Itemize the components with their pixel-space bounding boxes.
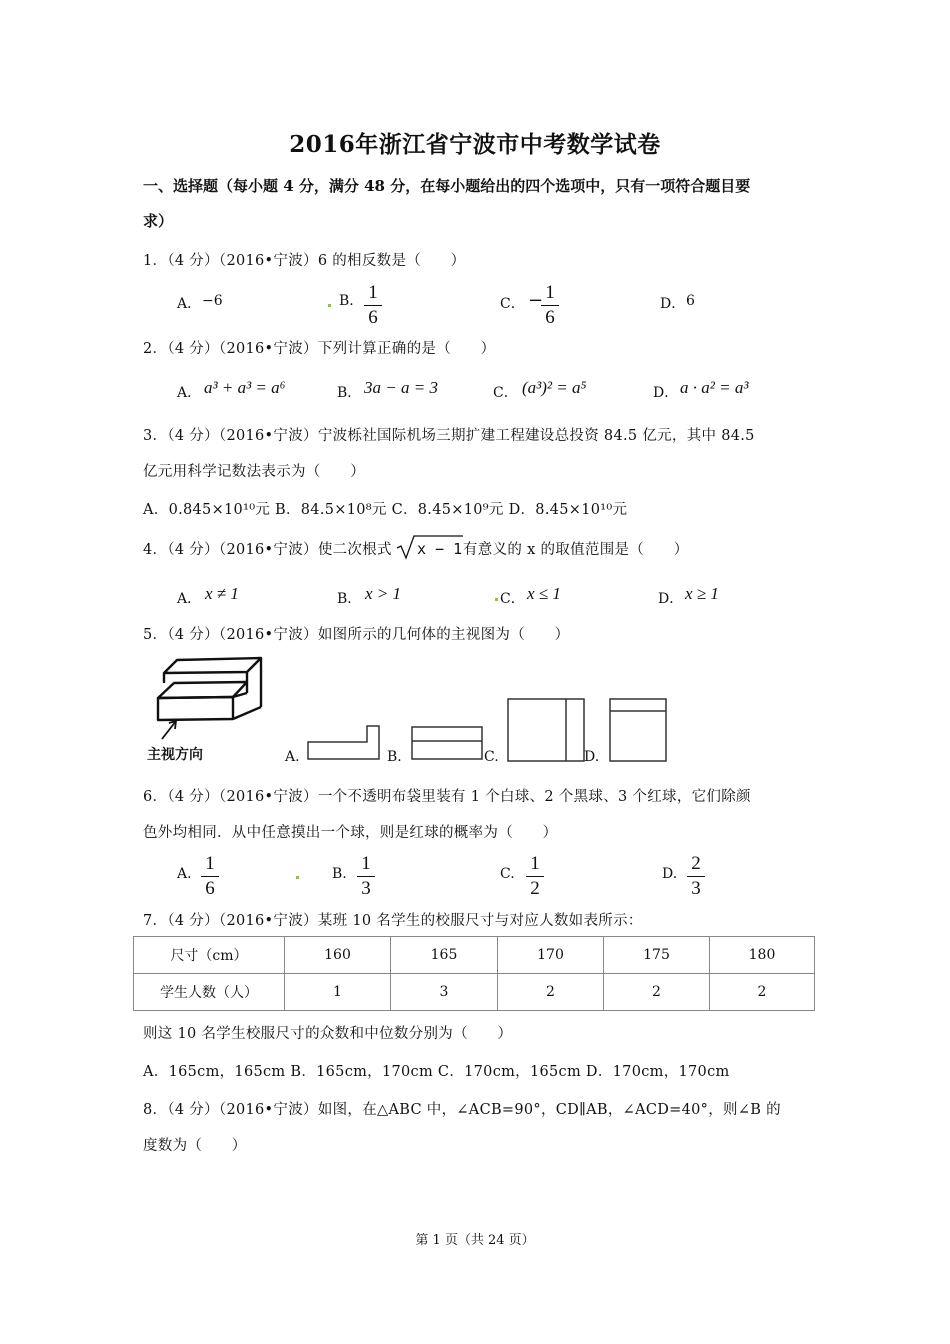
table-cell: 1 (285, 974, 391, 1011)
q7-question: 则这 10 名学生校服尺寸的众数和中位数分别为（ ） (143, 1026, 513, 1042)
table-cell: 160 (285, 937, 391, 974)
marker-dot (495, 598, 498, 601)
q6-option-b-fraction (357, 853, 375, 900)
q7-size-table (133, 936, 815, 1011)
q1-b-numerator: 1 (368, 282, 378, 303)
q4-stem-pre: 4．（4 分）（2016•宁波）使二次根式 (143, 542, 392, 558)
q5-option-d-label: D. (584, 749, 600, 765)
table-row (134, 937, 815, 974)
q6-option-a-fraction (201, 853, 219, 900)
page-footer: 第 1 页（共 24 页） (415, 1233, 535, 1248)
q1-c-sign: − (528, 290, 544, 311)
q5-solid-figure (150, 655, 280, 745)
q3-options: A．0.845×10¹⁰元 B．84.5×10⁸元 C．8.45×10⁹元 D．8.45×10¹⁰元 (143, 502, 628, 518)
q6-option-c-label: C. (500, 866, 515, 882)
q6-option-d-label: D. (662, 866, 678, 882)
q4-option-d: x ≥ 1 (685, 584, 719, 603)
q8-stem-line2: 度数为（ ） (143, 1138, 247, 1154)
marker-dot (328, 304, 331, 307)
q1-option-c-label: C． (500, 296, 525, 312)
q2-option-c: (a³)² = a⁵ (522, 378, 587, 397)
q6-option-b-label: B. (332, 866, 347, 882)
q1-c-numerator: 1 (545, 282, 555, 303)
q2-option-b: 3a − a = 3 (364, 378, 438, 397)
table-cell: 学生人数（人） (134, 974, 285, 1011)
q4-option-b: x > 1 (365, 584, 402, 603)
q4-option-c-label: C． (500, 591, 525, 607)
table-cell: 170 (498, 937, 604, 974)
q1-stem: 1．（4 分）（2016•宁波）6 的相反数是（ ） (143, 253, 466, 269)
q6-b-denominator: 3 (361, 878, 371, 899)
q5-stem: 5．（4 分）（2016•宁波）如图所示的几何体的主视图为（ ） (143, 627, 570, 643)
q1-option-b-label: B. (339, 293, 354, 309)
section-heading-cont: 求） (143, 212, 174, 230)
q5-option-d-figure (608, 697, 678, 767)
q5-option-a-figure (305, 724, 385, 764)
q3-stem-line1: 3．（4 分）（2016•宁波）宁波栎社国际机场三期扩建工程建设总投资 84.5 亿元，其中 84.5 (143, 428, 755, 444)
q1-option-c-fraction (541, 282, 559, 329)
q2-stem: 2．（4 分）（2016•宁波）下列计算正确的是（ ） (143, 341, 496, 357)
q5-view-direction-caption: 主视方向 (147, 747, 203, 763)
q4-option-c: x ≤ 1 (527, 584, 561, 603)
q2-option-d-label: D． (653, 385, 679, 401)
q6-option-a-label: A. (177, 866, 192, 882)
q1-c-denominator: 6 (545, 307, 555, 328)
q4-option-d-label: D． (658, 591, 684, 607)
q2-option-a: a³ + a³ = a⁶ (204, 378, 286, 397)
table-cell: 2 (710, 974, 815, 1011)
q2-option-d: a · a² = a³ (680, 378, 749, 397)
q8-stem-line1: 8．（4 分）（2016•宁波）如图，在△ABC 中，∠ACB=90°，CD∥AB，∠ACD=40°，则∠B 的 (143, 1102, 781, 1118)
table-cell: 尺寸（cm） (134, 937, 285, 974)
q5-option-a-label: A. (285, 749, 300, 765)
q4-option-b-label: B． (337, 591, 362, 607)
q5-option-b-figure (410, 725, 490, 765)
table-row (134, 974, 815, 1011)
q1-option-b-fraction (364, 282, 382, 329)
q1-option-d: 6 (686, 293, 695, 309)
q6-option-c-fraction (526, 853, 544, 900)
table-cell: 165 (391, 937, 498, 974)
section-heading: 一、选择题（每小题 4 分，满分 48 分，在每小题给出的四个选项中，只有一项符合题目要 (143, 177, 751, 195)
q1-option-d-label: D． (660, 296, 686, 312)
q7-options: A．165cm，165cm B．165cm，170cm C．170cm，165cm D．170cm，170cm (143, 1064, 730, 1080)
table-cell: 180 (710, 937, 815, 974)
q3-stem-line2: 亿元用科学记数法表示为（ ） (143, 464, 365, 480)
q1-option-a-label: A． (177, 296, 202, 312)
q6-stem-line1: 6．（4 分）（2016•宁波）一个不透明布袋里装有 1 个白球、2 个黑球、3 个红球，它们除颜 (143, 789, 751, 805)
q2-option-a-label: A． (177, 385, 202, 401)
q5-option-c-label: C. (484, 749, 499, 765)
q6-d-numerator: 2 (691, 853, 701, 874)
table-cell: 2 (498, 974, 604, 1011)
q6-c-denominator: 2 (530, 878, 540, 899)
q6-a-numerator: 1 (205, 853, 215, 874)
q5-option-c-figure (506, 697, 586, 767)
q4-radicand: x − 1 (417, 540, 463, 558)
table-cell: 3 (391, 974, 498, 1011)
q7-stem: 7．（4 分）（2016•宁波）某班 10 名学生的校服尺寸与对应人数如表所示： (143, 913, 643, 929)
q6-c-numerator: 1 (530, 853, 540, 874)
q6-stem-line2: 色外均相同．从中任意摸出一个球，则是红球的概率为（ ） (143, 825, 558, 841)
q6-b-numerator: 1 (361, 853, 371, 874)
q5-option-b-label: B. (387, 749, 402, 765)
q6-a-denominator: 6 (205, 878, 215, 899)
table-cell: 2 (604, 974, 710, 1011)
q4-option-a-label: A． (177, 591, 202, 607)
q6-d-denominator: 3 (691, 878, 701, 899)
marker-dot (296, 876, 299, 879)
q4-stem-post: 有意义的 x 的取值范围是（ ） (463, 542, 689, 558)
page-title: 2016年浙江省宁波市中考数学试卷 (289, 131, 661, 158)
q6-option-d-fraction (687, 853, 705, 900)
q2-option-b-label: B． (337, 385, 362, 401)
table-cell: 175 (604, 937, 710, 974)
q1-b-denominator: 6 (368, 307, 378, 328)
q2-option-c-label: C． (493, 385, 518, 401)
q4-option-a: x ≠ 1 (205, 584, 239, 603)
q1-option-a: −6 (202, 293, 223, 309)
